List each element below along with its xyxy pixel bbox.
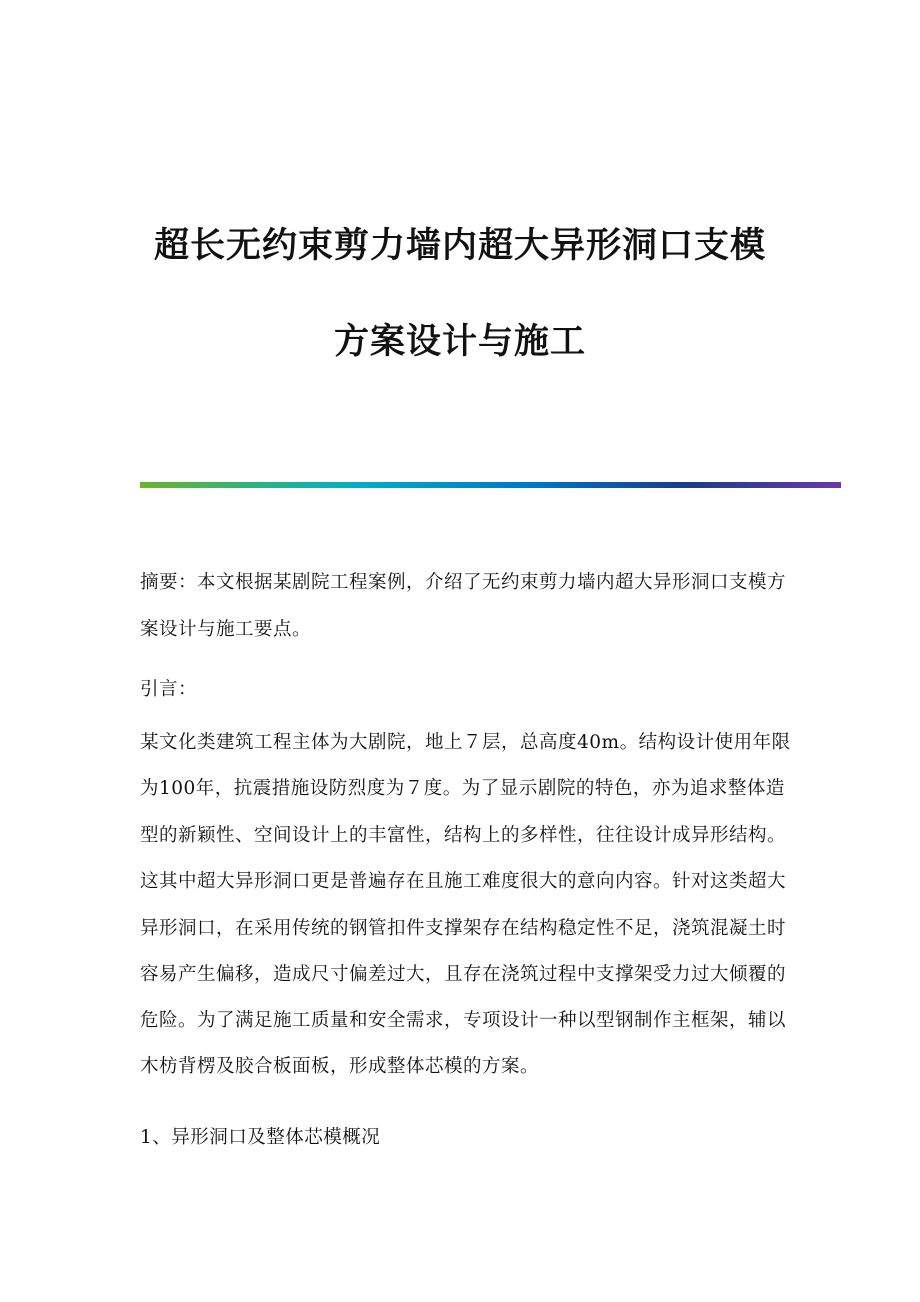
- intro-line: 危险。为了满足施工质量和安全需求，专项设计一种以型钢制作主框架，辅以: [140, 1010, 787, 1031]
- intro-heading: 引言：: [140, 679, 198, 700]
- intro-line: 异形洞口，在采用传统的钢管扣件支撑架存在结构稳定性不足，浇筑混凝土时: [140, 918, 787, 939]
- abstract-line: 摘要：本文根据某剧院工程案例，介绍了无约束剪力墙内超大异形洞口支模方: [140, 572, 787, 593]
- intro-line: 为100年，抗震措施设防烈度为７度。为了显示剧院的特色，亦为追求整体造: [140, 778, 785, 799]
- intro-line: 型的新颖性、空间设计上的丰富性，结构上的多样性，往往设计成异形结构。: [140, 825, 787, 846]
- document-title-line-2: 方案设计与施工: [333, 321, 586, 362]
- intro-line: 这其中超大异形洞口更是普遍存在且施工难度很大的意向内容。针对这类超大: [140, 871, 787, 892]
- gradient-divider: [140, 482, 841, 488]
- intro-line: 某文化类建筑工程主体为大剧院，地上７层，总高度40m。结构设计使用年限: [140, 732, 791, 753]
- intro-line: 木枋背楞及胶合板面板，形成整体芯模的方案。: [140, 1056, 540, 1077]
- document-title-line-1: 超长无约束剪力墙内超大异形洞口支模: [153, 225, 766, 266]
- section-heading: 1、异形洞口及整体芯模概况: [140, 1127, 381, 1148]
- abstract-line: 案设计与施工要点。: [140, 619, 312, 640]
- intro-line: 容易产生偏移，造成尺寸偏差过大，且存在浇筑过程中支撑架受力过大倾覆的: [140, 964, 787, 985]
